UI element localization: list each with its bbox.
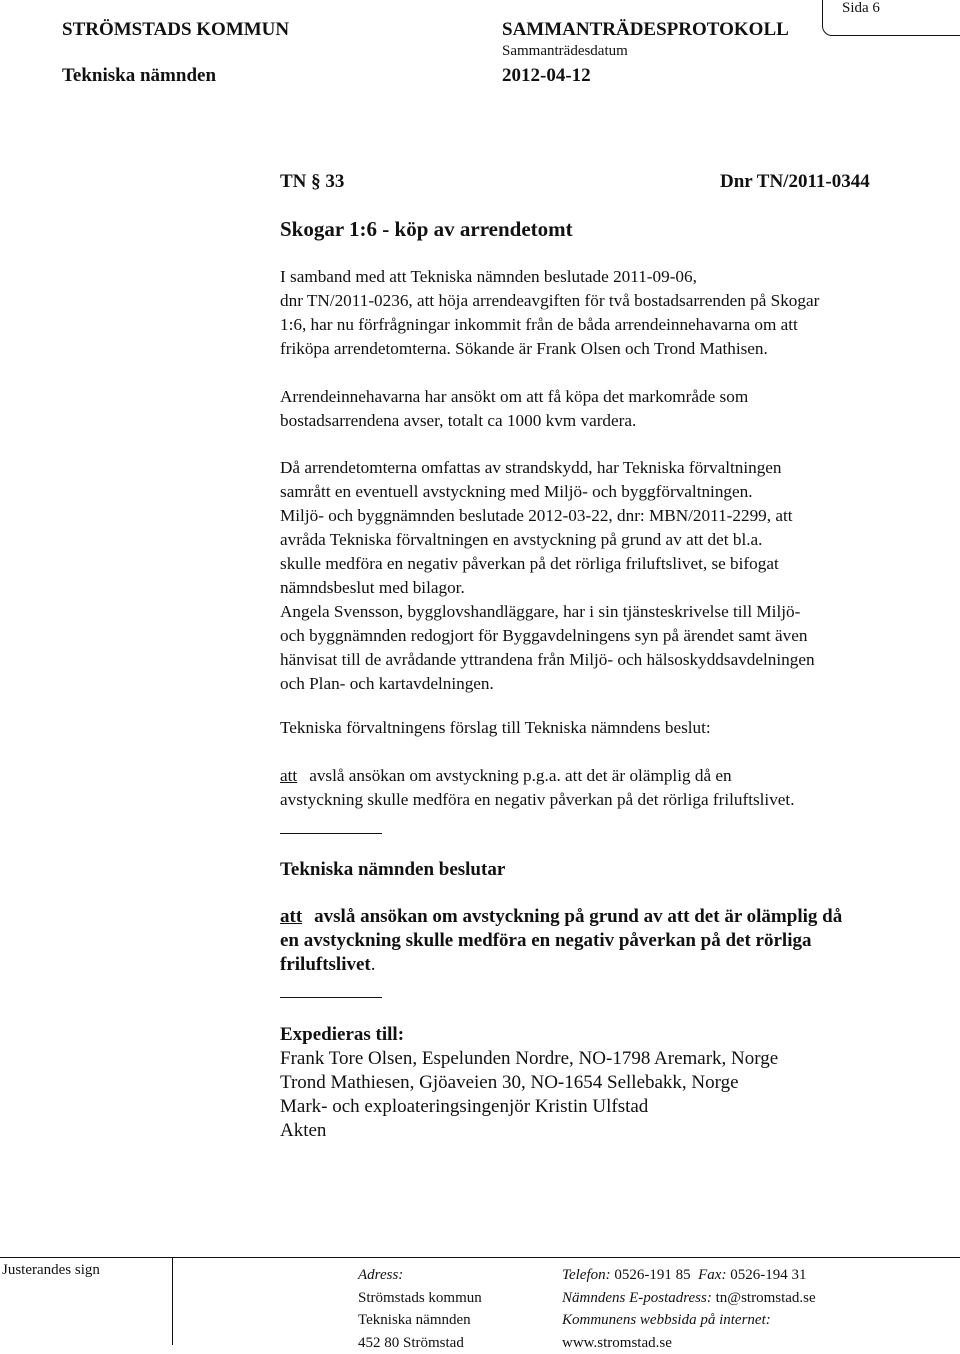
text-line: och Plan- och kartavdelningen. (280, 674, 494, 693)
text-line: nämndsbeslut med bilagor. (280, 578, 465, 597)
recipient-list (280, 1047, 778, 1143)
text-line: skulle medföra en negativ påverkan på det rörliga friluftslivet, se bifogat (280, 554, 779, 573)
phone-number: 0526-191 85 (614, 1267, 691, 1283)
proposal-heading: Tekniska förvaltningens förslag till Tekniska nämndens beslut: (280, 718, 711, 737)
text-line: Angela Svensson, bygglovshandläggare, har i sin tjänsteskrivelse till Miljö- (280, 602, 801, 621)
fax-number: 0526-194 31 (730, 1267, 807, 1283)
decision-heading: Tekniska nämnden beslutar (280, 859, 506, 880)
list-item: Akten (280, 1120, 327, 1141)
proposal-line-2: avstyckning skulle medföra en negativ påverkan på det rörliga friluftslivet. (280, 790, 795, 809)
text-line: och byggnämnden redogjort för Byggavdelningens syn på ärendet samt även (280, 626, 808, 645)
text-line: Då arrendetomterna omfattas av strandskydd, har Tekniska förvaltningen (280, 458, 782, 477)
signature-label: Justerandes sign (2, 1262, 100, 1278)
list-item: Frank Tore Olsen, Espelunden Nordre, NO-1798 Aremark, Norge (280, 1048, 779, 1069)
text-line: samrått en eventuell avstyckning med Miljö- och byggförvaltningen. (280, 482, 753, 501)
meeting-date: 2012-04-12 (502, 65, 591, 86)
att-keyword: att (280, 766, 298, 785)
text-line: 1:6, har nu förfrågningar inkommit från de båda arrendeinnehavarna om att (280, 315, 798, 334)
email-link[interactable]: tn@stromstad.se (715, 1289, 816, 1306)
text-line: bostadsarrendena avser, totalt ca 1000 kvm vardera. (280, 411, 637, 430)
decision-line-1: att avslå ansökan om avstyckning på grund av att det är olämplig då (280, 906, 843, 927)
page-number: Sida 6 (842, 0, 880, 16)
meeting-date-label: Sammanträdesdatum (502, 43, 628, 59)
document-type: SAMMANTRÄDESPROTOKOLL (502, 19, 789, 40)
separator-line (280, 833, 382, 834)
att-keyword: att (280, 906, 303, 927)
municipality-name: STRÖMSTADS KOMMUN (62, 19, 290, 40)
paragraph-3 (280, 456, 815, 696)
text-line: Arrendeinnehavarna har ansökt om att få köpa det markområde som (280, 387, 749, 406)
footer-contact: Telefon: 0526-191 85 Fax: 0526-194 31 Nämndens E-postadress: tn@stromstad.se Kommunens webbsida på internet: www.stromstad.se (562, 1264, 816, 1354)
distribution-heading: Expedieras till: (280, 1024, 405, 1045)
list-item: Trond Mathiesen, Gjöaveien 30, NO-1654 Sellebakk, Norge (280, 1072, 739, 1093)
section-title: Skogar 1:6 - köp av arrendetomt (280, 217, 573, 241)
text-line: friköpa arrendetomterna. Sökande är Frank Olsen och Trond Mathisen. (280, 339, 768, 358)
section-number: TN § 33 (280, 171, 345, 192)
footer-address: Adress: Strömstads kommun Tekniska nämnden 452 80 Strömstad (358, 1267, 482, 1351)
text-line: hänvisat till de avrådande yttrandena från Miljö- och hälsoskyddsavdelningen (280, 650, 815, 669)
text-line: I samband med att Tekniska nämnden beslutade 2011-09-06, (280, 267, 697, 286)
list-item: Mark- och exploateringsingenjör Kristin Ulfstad (280, 1096, 649, 1117)
text-line: Miljö- och byggnämnden beslutade 2012-03-22, dnr: MBN/2011-2299, att (280, 506, 793, 525)
decision-line-2: en avstyckning skulle medföra en negativ påverkan på det rörliga (280, 930, 812, 951)
paragraph-1 (280, 265, 819, 361)
proposal-line-1: att avslå ansökan om avstyckning p.g.a. att det är olämplig då en (280, 766, 732, 785)
website-link[interactable]: www.stromstad.se (562, 1334, 672, 1351)
proposal (280, 764, 795, 812)
diary-number: Dnr TN/2011-0344 (720, 171, 870, 192)
committee-name: Tekniska nämnden (62, 65, 217, 86)
signature-box-divider (172, 1257, 174, 1345)
text-line: avråda Tekniska förvaltningen en avstyckning på grund av att det bl.a. (280, 530, 763, 549)
separator-line (280, 997, 382, 998)
footer-divider (0, 1257, 960, 1258)
text-line: dnr TN/2011-0236, att höja arrendeavgiften för två bostadsarrenden på Skogar (280, 291, 820, 310)
paragraph-2 (280, 385, 748, 433)
decision-text (280, 905, 842, 977)
decision-line-3: friluftslivet. (280, 954, 376, 975)
